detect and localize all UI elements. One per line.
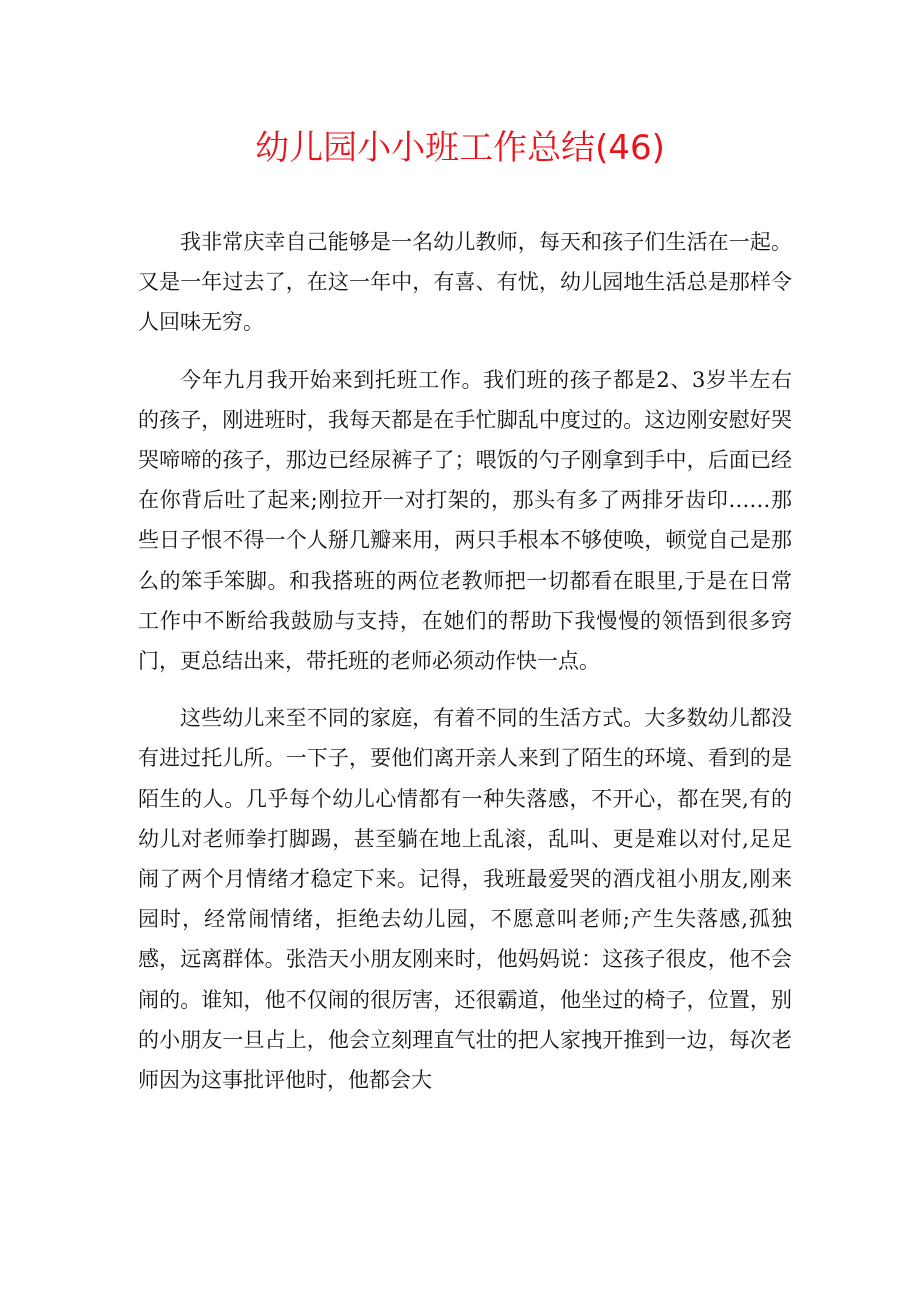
paragraph-september-start: 今年九月我开始来到托班工作。我们班的孩子都是2、3岁半左右的孩子，刚进班时，我每天都是在手忙脚乱中度过的。这边刚安慰好哭哭啼啼的孩子，那边已经尿裤子了；喂饭的勺子刚拿到手中，后面已经在你背后吐了起来;刚拉开一对打架的，那头有多了两排牙齿印……那些日子恨不得一个人掰几瓣来用，两只手根本不够使唤，顿觉自己是那么的笨手笨脚。和我搭班的两位老教师把一切都看在眼里,于是在日常工作中不断给我鼓励与支持，在她们的帮助下我慢慢的领悟到很多窍门，更总结出来，带托班的老师必须动作快一点。	[138, 367, 792, 674]
document-title: 幼儿园小小班工作总结(46)	[255, 128, 665, 168]
document-body	[138, 222, 792, 1117]
paragraph-intro: 我非常庆幸自己能够是一名幼儿教师，每天和孩子们生活在一起。又是一年过去了，在这一年中，有喜、有忧，幼儿园地生活总是那样令人回味无穷。	[138, 230, 792, 335]
paragraph-children-adjustment: 这些幼儿来至不同的家庭，有着不同的生活方式。大多数幼儿都没有进过托儿所。一下子，要他们离开亲人来到了陌生的环境、看到的是陌生的人。几乎每个幼儿心情都有一种失落感，不开心，都在哭,有的幼儿对老师拳打脚踢，甚至躺在地上乱滚，乱叫、更是难以对付,足足闹了两个月情绪才稳定下来。记得，我班最爱哭的酒戊祖小朋友,刚来园时，经常闹情绪，拒绝去幼儿园，不愿意叫老师;产生失落感,孤独感，远离群体。张浩天小朋友刚来时，他妈妈说：这孩子很皮，他不会闹的。谁知，他不仅闹的很厉害，还很霸道，他坐过的椅子，位置，别的小朋友一旦占上，他会立刻理直气壮的把人家拽开推到一边，每次老师因为这事批评他时，他都会大	[138, 706, 792, 1093]
